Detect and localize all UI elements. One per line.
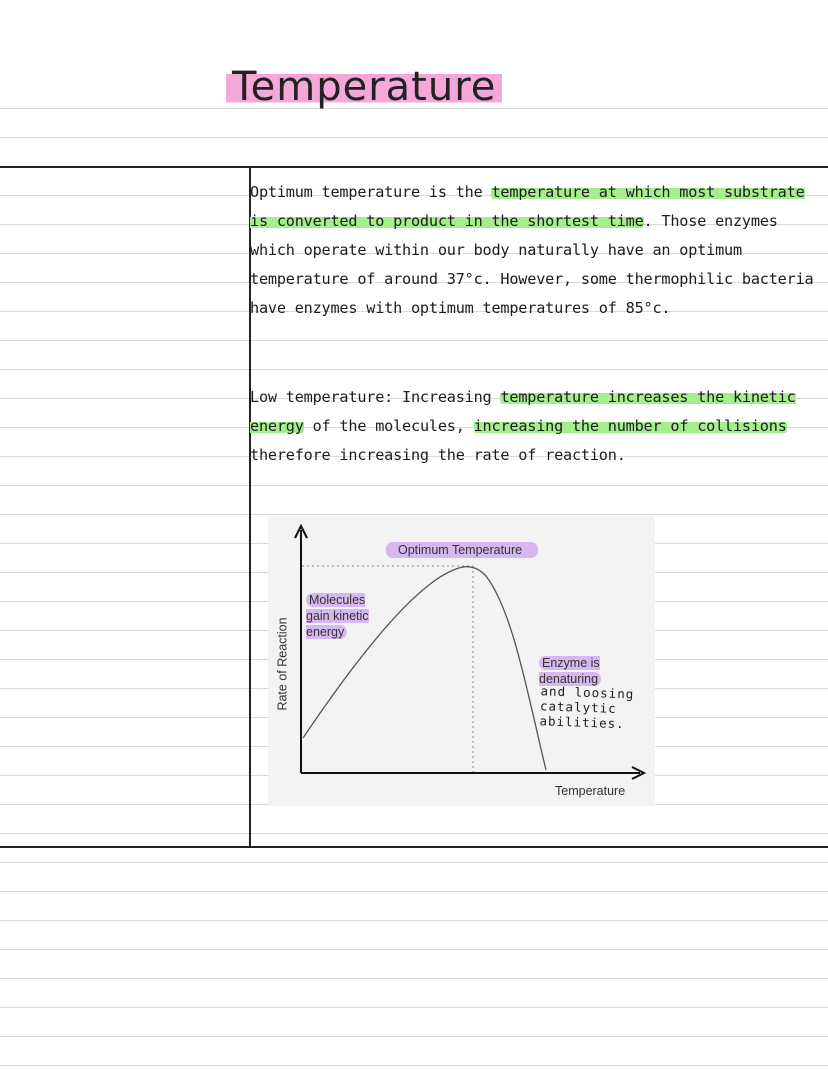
bottom-rule [0,846,828,848]
low-temp-text-3: therefore increasing the rate of reaction. [250,446,626,464]
optimum-highlight: temperature at which most substrate is converted to product in the shortest time [250,183,805,230]
enzyme-rate-graph [268,516,655,806]
title-text: Temperature [226,64,502,110]
y-axis-label: Rate of Reaction [275,617,290,711]
optimum-temperature-label: Optimum Temperature [386,542,538,558]
x-axis-label: Temperature [555,784,626,798]
enzyme-denaturing-label [539,655,619,687]
optimum-text-1: Optimum temperature is the [250,183,492,201]
optimum-text-2: . Those enzymes which operate within our body naturally have an optimum temperature of around 37°c. However, some thermophilic bacteria have enzymes with optimum temperatures of 85°c. [250,212,814,317]
low-temp-text-2: of the molecules, [303,417,474,435]
kinetic-highlight: temperature increases the kinetic energy [250,388,796,435]
low-temp-text-1: Low temperature: Increasing [250,388,501,406]
optimum-paragraph [250,178,824,323]
top-rule [0,166,828,168]
molecules-label [306,592,386,640]
collisions-highlight: increasing the number of collisions [473,417,787,435]
enzyme-label-text: Enzyme is denaturing [539,656,600,686]
handwritten-note: and loosing catalytic abilities. [539,683,635,732]
page-title [226,64,502,110]
molecules-label-text: Molecules gain kinetic energy [306,593,369,639]
low-temperature-paragraph [250,383,824,470]
